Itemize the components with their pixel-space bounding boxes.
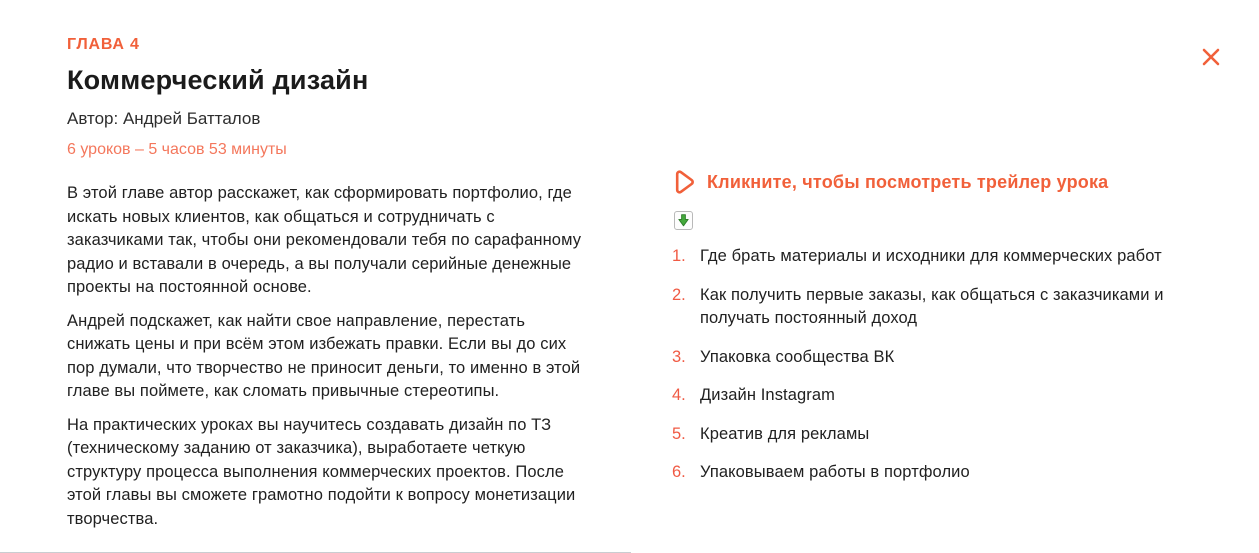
lesson-number: 1. — [672, 247, 686, 265]
lesson-number: 3. — [672, 347, 686, 366]
close-icon — [1201, 47, 1221, 67]
lesson-number: 4. — [672, 386, 686, 404]
play-icon — [672, 169, 696, 195]
lesson-number: 2. — [672, 285, 686, 304]
lesson-item — [672, 423, 1182, 447]
trailer-and-lessons — [672, 169, 1182, 500]
lesson-title: Упаковываем работы в портфолио — [700, 463, 970, 481]
download-arrow-icon — [678, 214, 689, 227]
lesson-item — [672, 284, 1182, 331]
description-paragraph: На практических уроках вы научитесь создавать дизайн по ТЗ (техническому заданию от заказчика), выработаете четкую структуру процесса выполнения коммерческих проектов. После этой главы вы сможете грамотно подойти к вопросу монетизации творчества. — [67, 415, 576, 528]
lesson-number: 6. — [672, 463, 686, 481]
chapter-info — [67, 36, 585, 531]
close-button[interactable] — [1199, 45, 1223, 69]
chapter-duration: 6 уроков – 5 часов 53 минуты — [67, 141, 287, 158]
description-paragraph: Андрей подскажет, как найти свое направление, перестать снижать цены и при всём этом избежать правки. Если вы до сих пор думали, что творчество не приносит деньги, то именно в этой главе вы поймете, как сломать привычные стереотипы. — [67, 311, 581, 400]
lesson-title: Где брать материалы и исходники для коммерческих работ — [700, 247, 1162, 265]
chapter-label: ГЛАВА 4 — [67, 36, 140, 53]
chapter-title: Коммерческий дизайн — [67, 65, 369, 95]
description-paragraph: В этой главе автор расскажет, как сформировать портфолио, где искать новых клиентов, как общаться и сотрудничать с заказчиками так, чтобы они рекомендовали тебя по сарафанному радио и вставали в очередь, а вы получали серийные денежные проекты на постоянной основе. — [67, 184, 582, 296]
lesson-item — [672, 245, 1182, 269]
lesson-title: Дизайн Instagram — [700, 386, 836, 404]
chapter-description — [67, 182, 585, 531]
lesson-item — [672, 461, 1182, 485]
broken-image-icon — [674, 211, 693, 230]
lesson-item — [672, 346, 1182, 370]
lesson-number: 5. — [672, 424, 686, 443]
trailer-link[interactable] — [672, 169, 1182, 195]
lesson-title: Как получить первые заказы, как общаться с заказчиками и получать постоянный доход — [700, 285, 1164, 327]
trailer-label: Кликните, чтобы посмотреть трейлер урока — [707, 171, 1109, 192]
lesson-title: Упаковка сообщества ВК — [700, 347, 895, 366]
lesson-list — [672, 245, 1182, 485]
lesson-title: Креатив для рекламы — [700, 424, 870, 443]
lesson-item — [672, 384, 1182, 408]
chapter-author: Автор: Андрей Батталов — [67, 109, 261, 128]
